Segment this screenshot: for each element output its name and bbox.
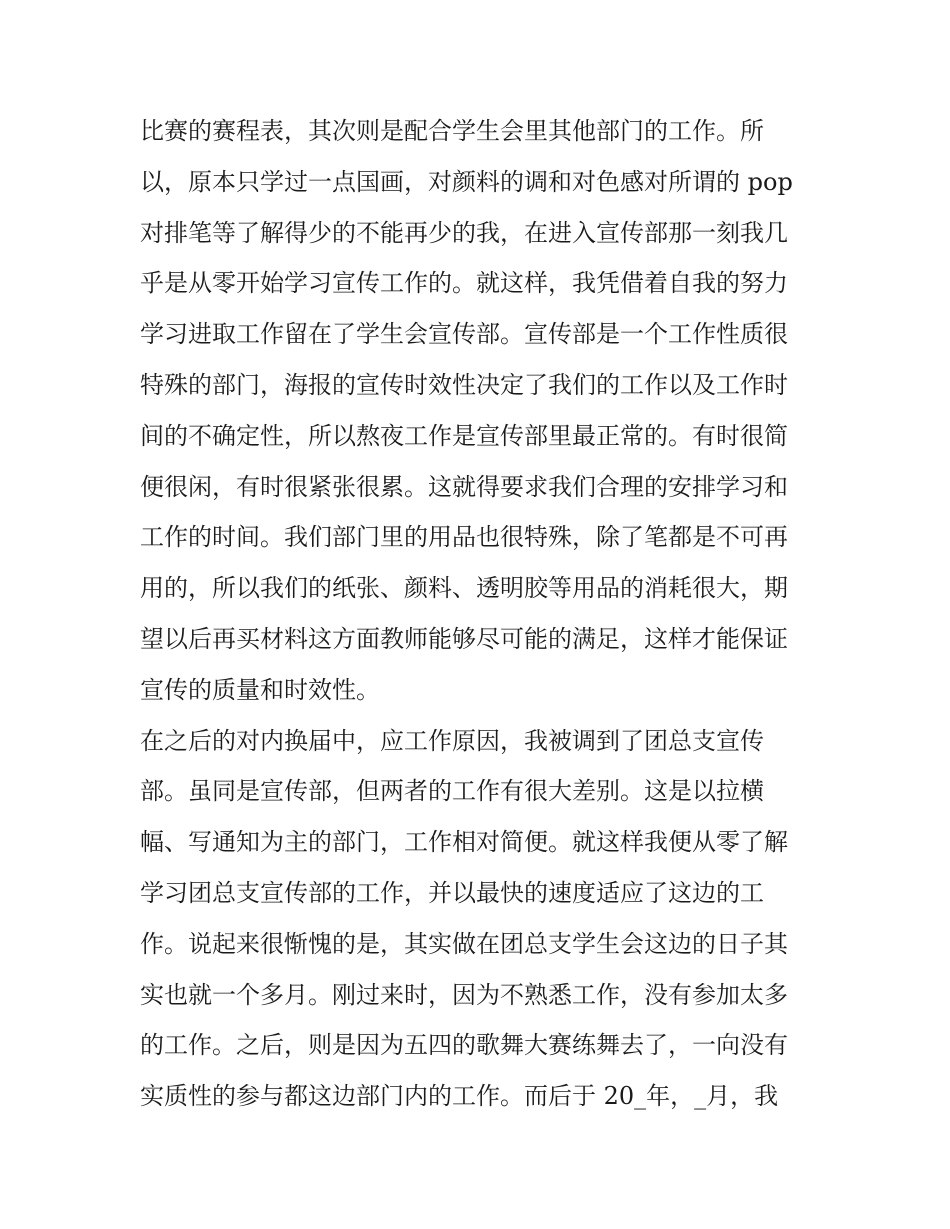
text-line: 乎是从零开始学习宣传工作的。就这样，我凭借着自我的努力 — [140, 269, 788, 298]
text-line: 幅、写通知为主的部门，工作相对简便。就这样我便从零了解 — [140, 828, 788, 857]
body-text — [140, 106, 820, 1122]
text-line: 学习进取工作留在了学生会宣传部。宣传部是一个工作性质很 — [140, 320, 788, 349]
text-line: 实也就一个多月。刚过来时，因为不熟悉工作，没有参加太多 — [140, 980, 788, 1009]
text-line: 用的，所以我们的纸张、颜料、透明胶等用品的消耗很大，期 — [140, 574, 788, 603]
text-line: 便很闲，有时很紧张很累。这就得要求我们合理的安排学习和 — [140, 472, 788, 501]
text-line: 学习团总支宣传部的工作，并以最快的速度适应了这边的工 — [140, 878, 764, 907]
text-line: 特殊的部门，海报的宣传时效性决定了我们的工作以及工作时 — [140, 370, 788, 399]
text-line: 对排笔等了解得少的不能再少的我，在进入宣传部那一刻我几 — [140, 218, 788, 247]
text-line: 部。虽同是宣传部，但两者的工作有很大差别。这是以拉横 — [140, 777, 764, 806]
text-line: 的工作。之后，则是因为五四的歌舞大赛练舞去了，一向没有 — [140, 1031, 788, 1060]
text-line: 工作的时间。我们部门里的用品也很特殊，除了笔都是不可再 — [140, 523, 788, 552]
text-line: 宣传的质量和时效性。 — [140, 675, 380, 704]
text-line: 间的不确定性，所以熬夜工作是宣传部里最正常的。有时很简 — [140, 421, 788, 450]
text-line: 作。说起来很惭愧的是，其实做在团总支学生会这边的日子其 — [140, 929, 788, 958]
text-line: 实质性的参与都这边部门内的工作。而后于 20_年，_月，我 — [140, 1082, 779, 1111]
text-line: 以，原本只学过一点国画，对颜料的调和对色感对所谓的 pop — [140, 167, 793, 196]
text-line: 望以后再买材料这方面教师能够尽可能的满足，这样才能保证 — [140, 624, 788, 653]
text-line: 在之后的对内换届中，应工作原因，我被调到了团总支宣传 — [140, 726, 764, 755]
text-line: 比赛的赛程表，其次则是配合学生会里其他部门的工作。所 — [140, 117, 764, 145]
